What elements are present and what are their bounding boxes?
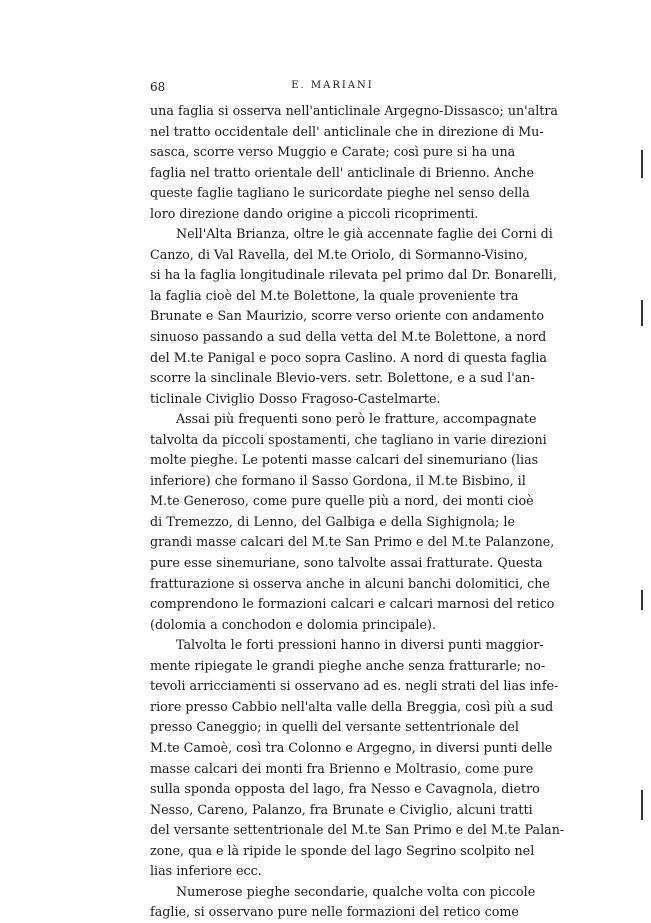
page-number: 68	[150, 80, 166, 94]
text-line: Talvolta le forti pressioni hanno in diversi punti maggior-	[176, 637, 544, 653]
scan-edge-mark	[641, 300, 643, 326]
text-line: faglie, si osservano pure nelle formazioni del retico come	[150, 904, 519, 920]
scan-edge-mark	[641, 590, 643, 610]
paragraph	[150, 101, 559, 224]
text-line: nel tratto occidentale dell' anticlinale che in direzione di Mu-	[150, 123, 544, 139]
text-line: di Tremezzo, di Lenno, del Galbiga e della Sighignola; le	[150, 513, 515, 529]
text-line: masse calcari dei monti fra Brienno e Moltrasio, come pure	[150, 760, 534, 776]
text-line: Nell'Alta Brianza, oltre le già accennate faglie dei Corni di	[176, 226, 553, 242]
text-line: Numerose pieghe secondarie, qualche volta con piccole	[176, 883, 536, 899]
scan-edge-mark	[641, 150, 643, 178]
text-line: inferiore) che formano il Sasso Gordona, il M.te Bisbino, il	[150, 472, 526, 488]
paragraph	[150, 635, 565, 882]
text-line: una faglia si osserva nell'anticlinale Argegno-Dissasco; un'altra	[150, 103, 559, 118]
text-line: Nesso, Careno, Palanzo, fra Brunate e Civiglio, alcuni tratti	[150, 801, 533, 817]
text-line: molte pieghe. Le potenti masse calcari del sinemuriano (lias	[150, 452, 539, 468]
text-line: tevoli arricciamenti si osservano ad es. negli strati del lias infe-	[150, 678, 559, 694]
text-line: la faglia cioè del M.te Bolettone, la quale proveniente tra	[150, 287, 519, 303]
text-line: scorre la sinclinale Blevio-vers. setr. Bolettone, e a sud l'an-	[150, 370, 535, 386]
page-header	[150, 80, 515, 96]
paragraph	[150, 409, 555, 635]
text-line: (dolomia a conchodon e dolomia principale).	[150, 616, 436, 632]
running-head: E. MARIANI	[291, 80, 374, 91]
text-line: comprendono le formazioni calcari e calcari marnosi del retico	[150, 596, 555, 612]
paragraph	[150, 224, 557, 409]
text-line: Canzo, di Val Ravella, del M.te Oriolo, di Sormanno-Visino,	[150, 246, 528, 262]
text-line: M.te Generoso, come pure quelle più a nord, dei monti cioè	[150, 493, 534, 509]
text-line: presso Caneggio; in quelli del versante settentrionale del	[150, 719, 519, 735]
text-line: fratturazione si osserva anche in alcuni banchi dolomitici, che	[150, 575, 550, 591]
text-line: queste faglie tagliano le suricordate pieghe nel senso della	[150, 185, 530, 201]
text-line: lias inferiore ecc.	[150, 863, 262, 879]
text-line: faglia nel tratto orientale dell' anticlinale di Brienno. Anche	[150, 164, 534, 180]
text-line: Assai più frequenti sono però le fratture, accompagnate	[176, 411, 537, 427]
text-line: sinuoso passando a sud della vetta del M.te Bolettone, a nord	[150, 329, 547, 345]
text-line: riore presso Cabbio nell'alta valle della Breggia, così più a sud	[150, 698, 554, 714]
text-line: zone, qua e là ripide le sponde del lago Segrino scolpito nel	[150, 842, 535, 858]
text-line: mente ripiegate le grandi pieghe anche senza fratturarle; no-	[150, 657, 546, 673]
paragraph	[150, 882, 536, 923]
text-line: si ha la faglia longitudinale rilevata pel primo dal Dr. Bonarelli,	[150, 267, 557, 283]
text-line: talvolta da piccoli spostamenti, che tagliano in varie direzioni	[150, 431, 547, 447]
text-line: del versante settentrionale del M.te San Primo e del M.te Palan-	[150, 822, 565, 838]
body-text	[150, 101, 565, 923]
text-line: ticlinale Civiglio Dosso Fragoso-Castelmarte.	[150, 390, 441, 406]
text-line: del M.te Panigal e poco sopra Caslino. A nord di questa faglia	[150, 349, 547, 365]
text-line: grandi masse calcari del M.te San Primo e del M.te Palanzone,	[150, 534, 555, 550]
text-line: sasca, scorre verso Muggio e Carate; così pure si ha una	[150, 144, 516, 160]
text-line: Brunate e San Maurizio, scorre verso oriente con andamento	[150, 308, 544, 324]
text-line: M.te Camoè, così tra Colonno e Argegno, in diversi punti delle	[150, 739, 553, 755]
scan-edge-mark	[641, 790, 643, 820]
text-line: loro direzione dando origine a piccoli ricoprimenti.	[150, 205, 479, 221]
text-line: pure esse sinemuriane, sono talvolte assai fratturate. Questa	[150, 555, 543, 571]
text-line: sulla sponda opposta del lago, fra Nesso e Cavagnola, dietro	[150, 781, 540, 797]
